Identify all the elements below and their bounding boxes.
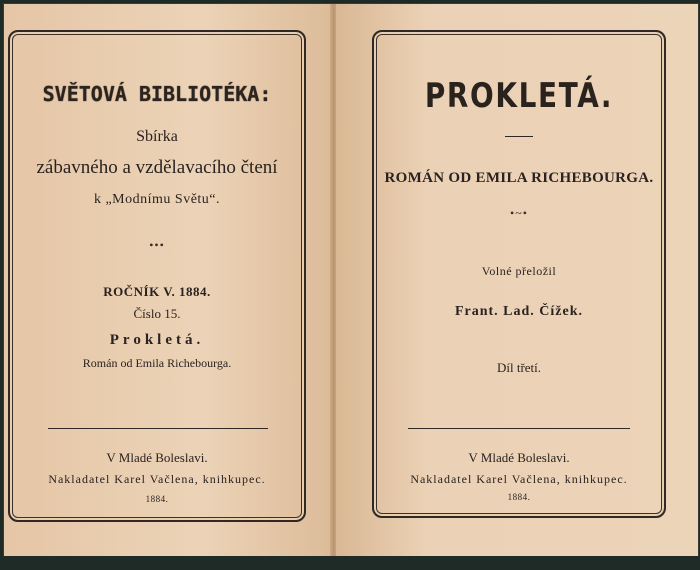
left-page (4, 4, 334, 560)
volume-part: Díl třetí. (496, 360, 542, 375)
publication-place: V Mladé Boleslavi. (468, 450, 570, 465)
translation-credit: Volné přeložil (481, 264, 557, 278)
novel-author-line: Román od Emila Richebourga. (82, 356, 232, 370)
left-page-frame (8, 30, 306, 522)
rule-divider (408, 428, 630, 429)
translator-name: Frant. Lad. Čížek. (454, 304, 584, 319)
rule-divider (48, 428, 268, 429)
series-title: SVĚTOVÁ BIBLIOTÉKA: (42, 82, 272, 106)
publication-year: 1884. (507, 492, 531, 502)
ornament-divider: •~• (510, 206, 528, 220)
ornament-divider: ••• (149, 238, 165, 252)
publication-place: V Mladé Boleslavi. (106, 450, 208, 465)
novel-author-line: ROMÁN OD EMILA RICHEBOURGA. (384, 170, 654, 186)
publisher-line: Nakladatel Karel Vačlena, knihkupec. (48, 472, 266, 486)
issue-number: Číslo 15. (133, 306, 181, 321)
collection-label: Sbírka (136, 128, 178, 145)
background-edge (0, 556, 700, 570)
collection-description: zábavného a vzdělavacího čtení (36, 157, 278, 178)
publication-year: 1884. (145, 494, 169, 504)
right-page (336, 4, 698, 560)
collection-supplement: k „Modnímu Světu“. (93, 192, 221, 207)
publisher-line: Nakladatel Karel Vačlena, knihkupec. (410, 472, 628, 486)
right-page-frame (372, 30, 666, 518)
book-title-small: Prokletá. (109, 332, 205, 348)
title-underline (505, 136, 533, 137)
book-title: PROKLETÁ. (424, 76, 614, 116)
volume-year: ROČNÍK V. 1884. (103, 284, 211, 299)
book-spread (3, 3, 699, 561)
